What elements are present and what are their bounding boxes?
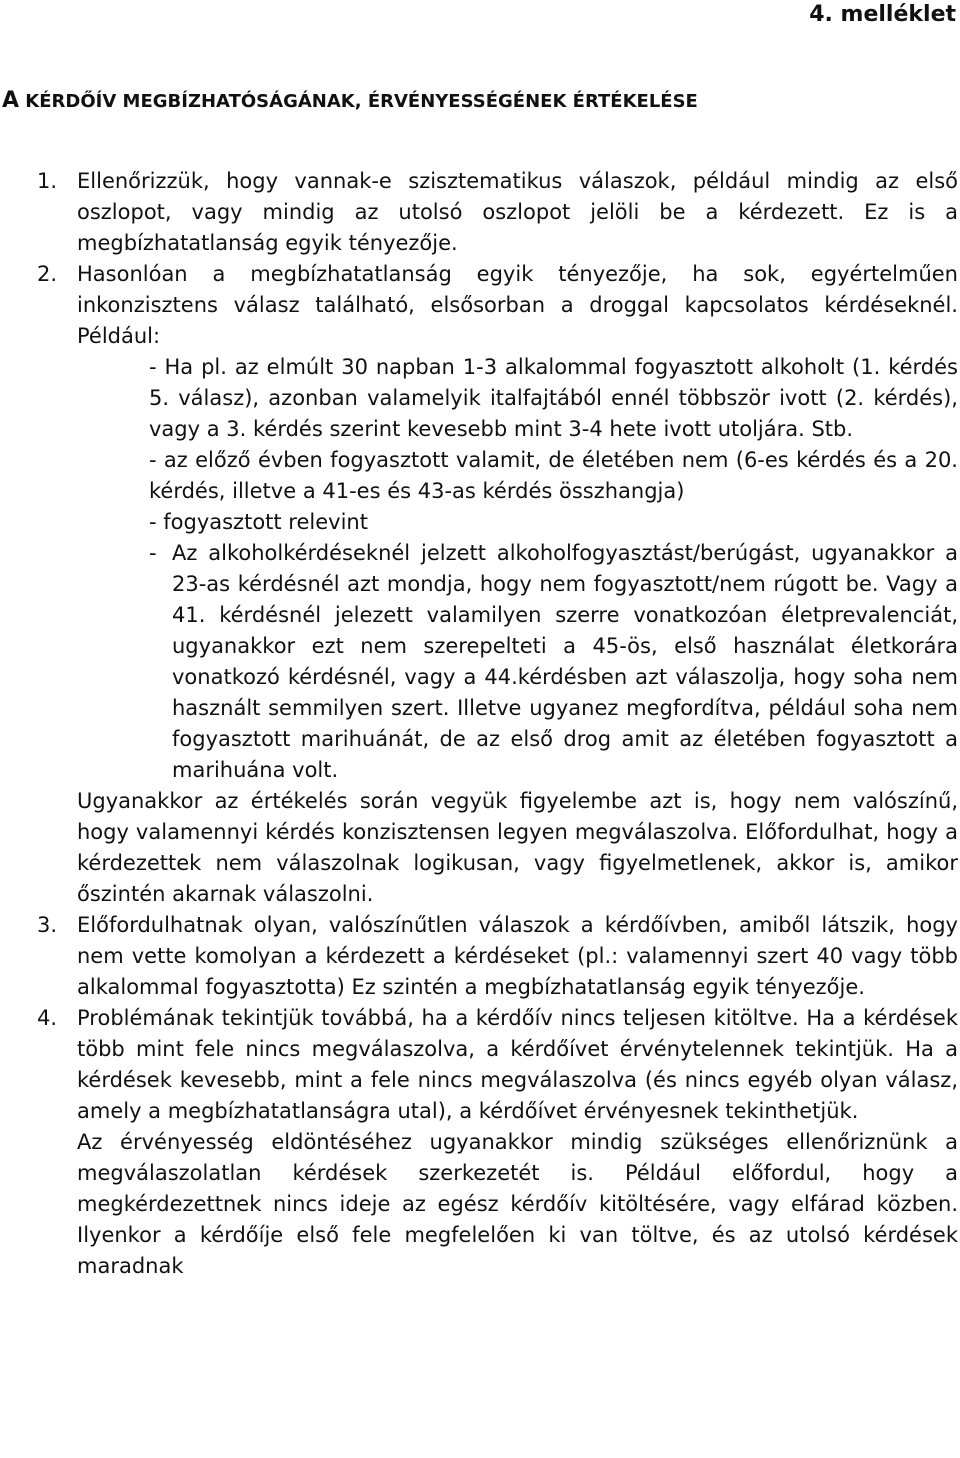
- document-body: [0, 166, 958, 1282]
- list-item-1: [0, 166, 958, 259]
- example-item-text: Az alkoholkérdéseknél jelzett alkoholfogyasztást/berúgást, ugyanakkor a 23-as kérdésnél azt mondja, hogy nem fogyasztott/nem rúgott be. Vagy a 41. kérdésnél jelezett valamilyen szerre vonatkozóan életprevalenciát, ugyanakkor ezt nem szerepelteti a 45-ös, első használat életkorára vonatkozó kérdésnél, vagy a 44.kérdésben azt válaszolja, hogy soha nem használt semmilyen szert. Illetve ugyanez megfordítva, például soha nem fogyasztott marihuánát, de az első drog amit az életében fogyasztott a marihuána volt.: [172, 541, 958, 782]
- list-number: 4.: [37, 1006, 58, 1030]
- example-item: - Ha pl. az elmúlt 30 napban 1-3 alkalommal fogyasztott alkoholt (1. kérdés 5. válasz), azonban valamelyik italfajtából ennél többször ivott (2. kérdés), vagy a 3. kérdés szerint kevesebb mint 3-4 hete ivott utoljára. Stb.: [149, 355, 958, 441]
- list-item-2: [0, 259, 958, 352]
- example-item: - fogyasztott relevint: [149, 510, 368, 534]
- title-initial: A: [2, 88, 20, 113]
- list-item-3: [0, 910, 958, 1003]
- list-item-4: [0, 1003, 958, 1127]
- list-item-text: Problémának tekintjük továbbá, ha a kérdőív nincs teljesen kitöltve. Ha a kérdések több mint fele nincs megválaszolva, a kérdőívet érvénytelennek tekintjük. Ha a kérdések kevesebb, mint a fele nincs megválaszolva (és nincs egyéb olyan válasz, amely a megbízhatatlanságra utal), a kérdőívet érvényesnek tekinthetjük.: [77, 1006, 958, 1123]
- example-dash: -: [149, 541, 157, 565]
- list-item-text: Ellenőrizzük, hogy vannak-e szisztematikus válaszok, például mindig az első oszlopot, vagy mindig az utolsó oszlopot jelöli be a kérdezett. Ez is a megbízhatatlanság egyik tényezője.: [77, 169, 958, 255]
- document-title: [2, 88, 698, 115]
- list-item-text: Hasonlóan a megbízhatatlanság egyik tényezője, ha sok, egyértelműen inkonzisztens válasz található, elsősorban a droggal kapcsolatos kérdéseknél. Például:: [77, 262, 958, 348]
- example-item-hanging: [0, 538, 958, 786]
- paragraph: Ugyanakkor az értékelés során vegyük figyelembe azt is, hogy nem valószínű, hogy valamennyi kérdés konzisztensen legyen megválaszolva. Előfordulhat, hogy a kérdezettek nem válaszolnak logikusan, vagy figyelmetlenek, akkor is, amikor őszintén akarnak válaszolni.: [77, 789, 958, 906]
- paragraph: Az érvényesség eldöntéséhez ugyanakkor mindig szükséges ellenőriznünk a megválaszolatlan kérdések szerkezetét is. Például előfordul, hogy a megkérdezettnek nincs ideje az egész kérdőív kitöltésére, vagy elfárad közben. Ilyenkor a kérdőíje első fele megfelelően ki van töltve, és az utolsó kérdések maradnak: [77, 1130, 958, 1278]
- list-number: 3.: [37, 913, 58, 937]
- list-number: 2.: [37, 262, 58, 286]
- example-item: - az előző évben fogyasztott valamit, de életében nem (6-es kérdés és a 20. kérdés, illetve a 41-es és 43-as kérdés összhangja): [149, 448, 958, 503]
- list-item-text: Előfordulhatnak olyan, valószínűtlen válaszok a kérdőívben, amiből látszik, hogy nem vette komolyan a kérdezett a kérdéseket (pl.: valamennyi szert 40 vagy több alkalommal fogyasztotta) Ez szintén a megbízhatatlanság egyik tényezője.: [77, 913, 958, 999]
- annex-label: 4. melléklet: [809, 2, 956, 27]
- list-number: 1.: [37, 169, 58, 193]
- title-rest: KÉRDŐÍV MEGBÍZHATÓSÁGÁNAK, ÉRVÉNYESSÉGÉNEK ÉRTÉKELÉSE: [19, 91, 698, 112]
